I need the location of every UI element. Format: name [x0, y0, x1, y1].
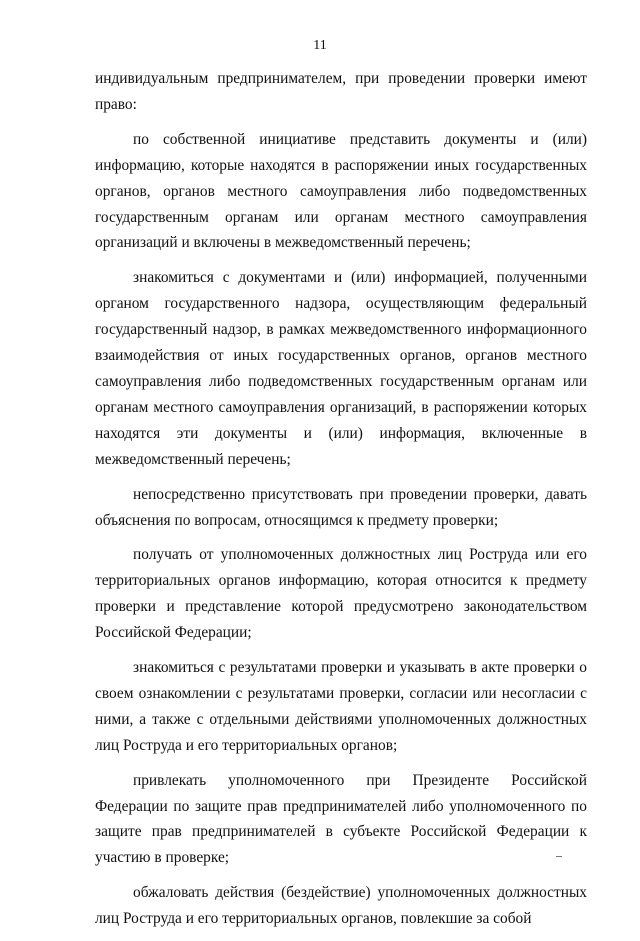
paragraph-receive-information: получать от уполномоченных должностных лиц Роструда или его территориальных органов информацию, которая относится к предмету проверки и представление которой предусмотрено законодательством Российской Федерации; — [95, 546, 587, 642]
scan-mark — [556, 856, 562, 857]
page-number: 11 — [313, 38, 327, 53]
paragraph-continuation: индивидуальным предпринимателем, при проведении проверки имеют право: — [95, 70, 587, 113]
paragraph-submit-documents: по собственной инициативе представить документы и (или) информацию, которые находятся в распоряжении иных государственных органов, органов местного самоуправления либо подведомственных государственным органам или органам местного самоуправления организаций и включены в межведомственный перечень; — [95, 130, 587, 252]
paragraph-review-documents: знакомиться с документами и (или) информацией, полученными органом государственного надзора, осуществляющим федеральный государственный надзор, в рамках межведомственного информационного взаимодействия от иных государственных органов, органов местного самоуправления либо подведомственных государственным органам или органам местного самоуправления организаций, в распоряжении которых находятся эти документы и (или) информация, включенные в межведомственный перечень; — [95, 269, 587, 468]
paragraph-appeal-actions: обжаловать действия (бездействие) уполномоченных должностных лиц Роструда и его территориальных органов, повлекшие за собой — [95, 884, 587, 928]
paragraph-involve-ombudsman: привлекать уполномоченного при Президенте Российской Федерации по защите прав предпринимателей либо уполномоченного по защите прав предпринимателей в субъекте Российской Федерации к участию в проверке; — [95, 771, 587, 867]
document-body — [95, 66, 587, 941]
paragraph-attend-inspection: непосредственно присутствовать при проведении проверки, давать объяснения по вопросам, относящимся к предмету проверки; — [95, 485, 587, 529]
paragraph-review-results: знакомиться с результатами проверки и указывать в акте проверки о своем ознакомлении с результатами проверки, согласии или несогласии с ними, а также с отдельными действиями уполномоченных должностных лиц Роструда и его территориальных органов; — [95, 659, 587, 754]
